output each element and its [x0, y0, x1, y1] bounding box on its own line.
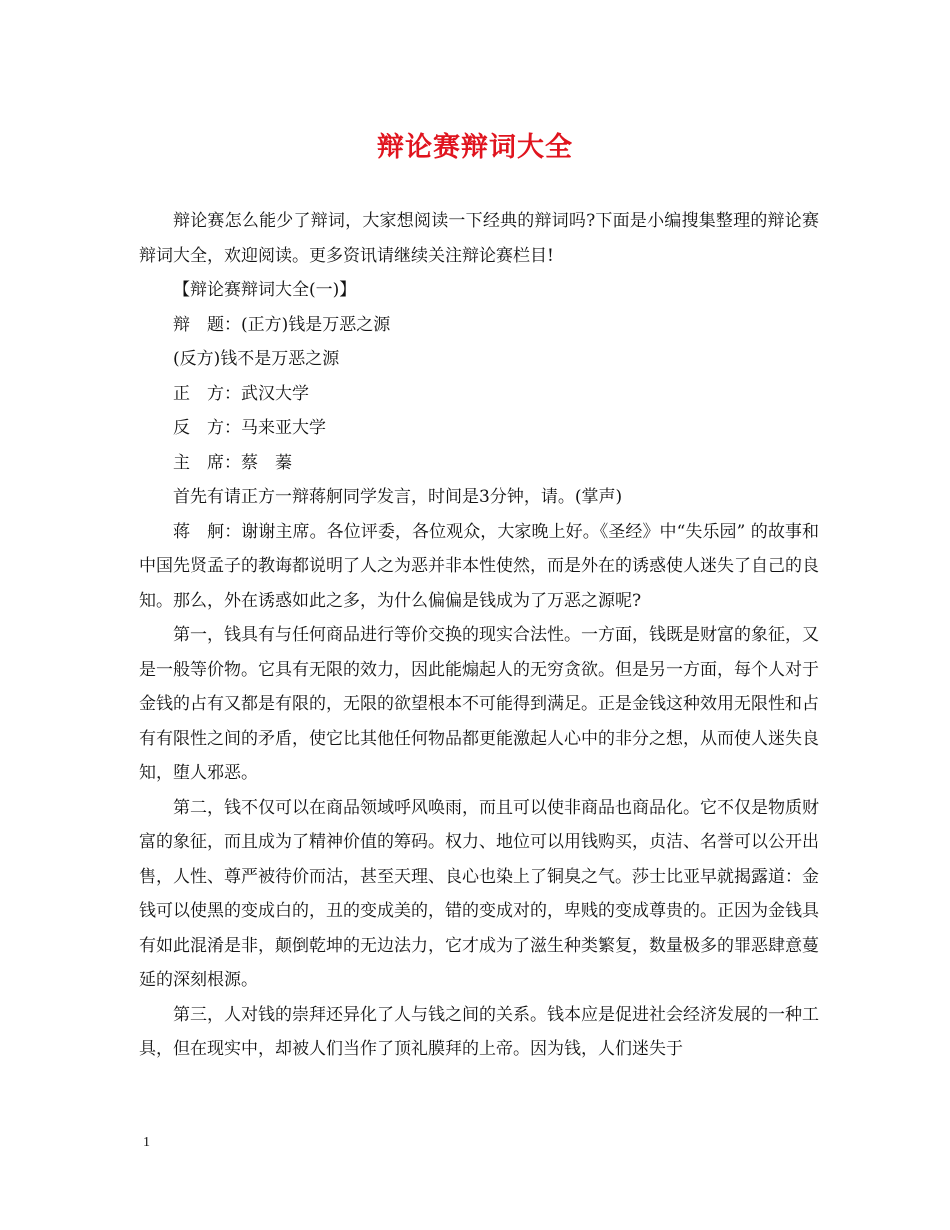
intro-paragraph: 辩论赛怎么能少了辩词，大家想阅读一下经典的辩词吗?下面是小编搜集整理的辩论赛辩词大全，欢迎阅读。更多资讯请继续关注辩论赛栏目! [139, 211, 819, 266]
point-one-paragraph: 第一，钱具有与任何商品进行等价交换的现实合法性。一方面，钱既是财富的象征，又是一般等价物。它具有无限的效力，因此能煽起人的无穷贪欲。但是另一方面，每个人对于金钱的占有又都是有限的，无限的欲望根本不可能得到满足。正是金钱这种效用无限性和占有有限性之间的矛盾，使它比其他任何物品都更能激起人心中的非分之想，从而使人迷失良知，堕人邪恶。 [139, 625, 819, 783]
document-title: 辩论赛辩词大全 [377, 132, 573, 163]
point-two-paragraph: 第二，钱不仅可以在商品领域呼风唤雨，而且可以使非商品也商品化。它不仅是物质财富的象征，而且成为了精神价值的筹码。权力、地位可以用钱购买，贞洁、名誉可以公开出售，人性、尊严被待价而沽，甚至天理、良心也染上了铜臭之气。莎士比亚早就揭露道：金钱可以使黑的变成白的，丑的变成美的，错的变成对的，卑贱的变成尊贵的。正因为金钱具有如此混淆是非，颠倒乾坤的无边法力，它才成为了滋生种类繁复，数量极多的罪恶肆意蔓延的深刻根源。 [139, 797, 819, 990]
section-heading: 【辩论赛辩词大全(一)】 [173, 280, 357, 300]
opening-announcement: 首先有请正方一辩蒋舸同学发言，时间是3分钟，请。(掌声) [173, 487, 623, 507]
page-number: 1 [143, 1135, 150, 1150]
document-body [139, 204, 819, 1067]
debate-topic-opposition-line: (反方)钱不是万恶之源 [173, 349, 340, 369]
affirmative-team-line: 正 方：武汉大学 [173, 383, 309, 404]
point-three-paragraph: 第三，人对钱的崇拜还异化了人与钱之间的关系。钱本应是促进社会经济发展的一种工具，但在现实中，却被人们当作了顶礼膜拜的上帝。因为钱，人们迷失于 [139, 1004, 819, 1059]
first-speaker-paragraph: 蒋 舸：谢谢主席。各位评委，各位观众，大家晚上好。《圣经》中“失乐园” 的故事和中国先贤孟子的教诲都说明了人之为恶并非本性使然，而是外在的诱惑使人迷失了自己的良知。那么，外在诱惑如此之多，为什么偏偏是钱成为了万恶之源呢? [139, 521, 819, 611]
negative-team-line: 反 方：马来亚大学 [173, 418, 326, 438]
debate-topic-line: 辩 题：(正方)钱是万恶之源 [173, 314, 391, 335]
chair-line: 主 席：蔡 蓁 [173, 452, 292, 473]
